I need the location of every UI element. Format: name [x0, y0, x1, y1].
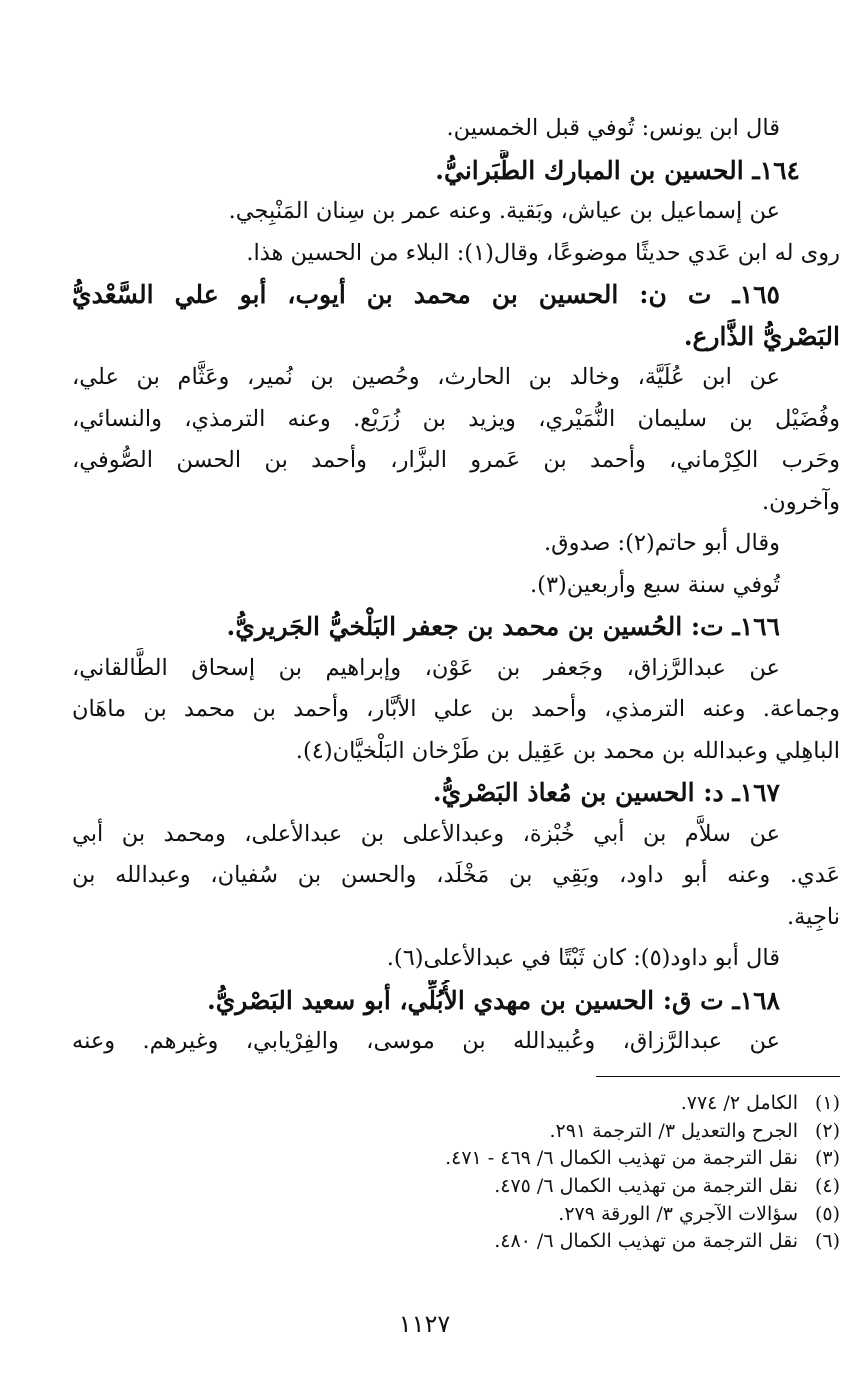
footnote: [200, 1228, 840, 1256]
footnote: [200, 1090, 840, 1118]
text-line: تُوفي سنة سبع وأربعين(٣).: [530, 571, 780, 598]
text-line: عن عبدالرَّزاق، وجَعفر بن عَوْن، وإبراهيم بن إسحاق الطَّالقاني،: [72, 654, 780, 681]
entry-heading-164: ١٦٤ـ الحسين بن المبارك الطَّبَرانيُّ.: [435, 155, 800, 185]
entry-heading-165-cont: البَصْريُّ الذَّارع.: [683, 321, 840, 351]
text-line: عن عبدالرَّزاق، وعُبيدالله بن موسى، والفِرْيابي، وغيرهم. وعنه: [72, 1028, 780, 1054]
text-line: عن سلاَّم بن أبي خُبْزة، وعبدالأعلى بن عبدالأعلى، ومحمد بن أبي: [72, 820, 780, 847]
footnote: [200, 1118, 840, 1146]
footnote-text: نقل الترجمة من تهذيب الكمال ٦/ ٤٦٩ - ٤٧١.: [445, 1147, 798, 1170]
text-line: وقال أبو حاتم(٢): صدوق.: [543, 530, 780, 556]
footnote-number: (٣): [814, 1147, 840, 1170]
page-number: ١١٢٧: [398, 1310, 451, 1338]
text-line: الباهِلي وعبدالله بن محمد بن عَقِيل بن طَرْخان البَلْخيَّان(٤).: [295, 737, 840, 764]
footnote: [200, 1201, 840, 1229]
footnote-text: الكامل ٢/ ٧٧٤.: [680, 1092, 798, 1114]
text-line: قال ابن يونس: تُوفي قبل الخمسين.: [446, 115, 780, 141]
footnote-divider: [596, 1076, 840, 1077]
text-line: روى له ابن عَدي حديثًا موضوعًا، وقال(١): البلاء من الحسين هذا.: [246, 239, 840, 266]
footnote-text: الجرح والتعديل ٣/ الترجمة ٢٩١.: [549, 1119, 798, 1142]
footnote-text: نقل الترجمة من تهذيب الكمال ٦/ ٤٧٥.: [494, 1175, 798, 1198]
text-line: قال أبو داود(٥): كان ثَبْتًا في عبدالأعلى(٦).: [386, 945, 780, 971]
text-line: ناجِية.: [786, 903, 840, 930]
footnote-number: (٢): [814, 1119, 840, 1142]
text-line: وفُضَيْل بن سليمان النُّمَيْري، ويزيد بن زُرَيْع. وعنه الترمذي، والنسائي،: [72, 405, 840, 432]
text-line: وحَرب الكِرْماني، وأحمد بن عَمرو البزَّار، وأحمد بن الحسن الصُّوفي،: [72, 447, 840, 473]
footnote-number: (٦): [814, 1230, 840, 1253]
text-line: وجماعة. وعنه الترمذي، وأحمد بن علي الأبَّار، وأحمد بن محمد بن ماهَان: [72, 696, 840, 722]
entry-heading-165: ١٦٥ـ ت ن: الحسين بن محمد بن أيوب، أبو علي السَّعْديُّ: [72, 280, 780, 309]
main-text: [72, 108, 840, 1063]
text-line: عن ابن عُلَيَّة، وخالد بن الحارث، وحُصين بن نُمير، وعَثَّام بن علي،: [72, 364, 780, 390]
footnote-number: (٤): [814, 1175, 840, 1198]
footnote-number: (١): [814, 1092, 840, 1114]
footnote-text: نقل الترجمة من تهذيب الكمال ٦/ ٤٨٠.: [494, 1230, 798, 1253]
text-line: عن إسماعيل بن عياش، وبَقية. وعنه عمر بن سِنان المَنْبِجي.: [228, 198, 780, 224]
footnote-number: (٥): [814, 1202, 840, 1225]
footnotes: [200, 1090, 840, 1256]
entry-heading-167: ١٦٧ـ د: الحسين بن مُعاذ البَصْريُّ.: [432, 778, 780, 807]
footnote: [200, 1173, 840, 1201]
entry-heading-166: ١٦٦ـ ت: الحُسين بن محمد بن جعفر البَلْخيُّ الجَريريُّ.: [226, 612, 780, 641]
text-line: وآخرون.: [762, 488, 840, 515]
footnote: [200, 1145, 840, 1173]
footnote-text: سؤالات الآجري ٣/ الورقة ٢٧٩.: [558, 1202, 798, 1225]
entry-heading-168: ١٦٨ـ ت ق: الحسين بن مهدي الأُبُلِّي، أبو سعيد البَصْريُّ.: [207, 985, 780, 1015]
text-line: عَدي. وعنه أبو داود، وبَقِي بن مَخْلَد، والحسن بن سُفيان، وعبدالله بن: [72, 862, 840, 888]
